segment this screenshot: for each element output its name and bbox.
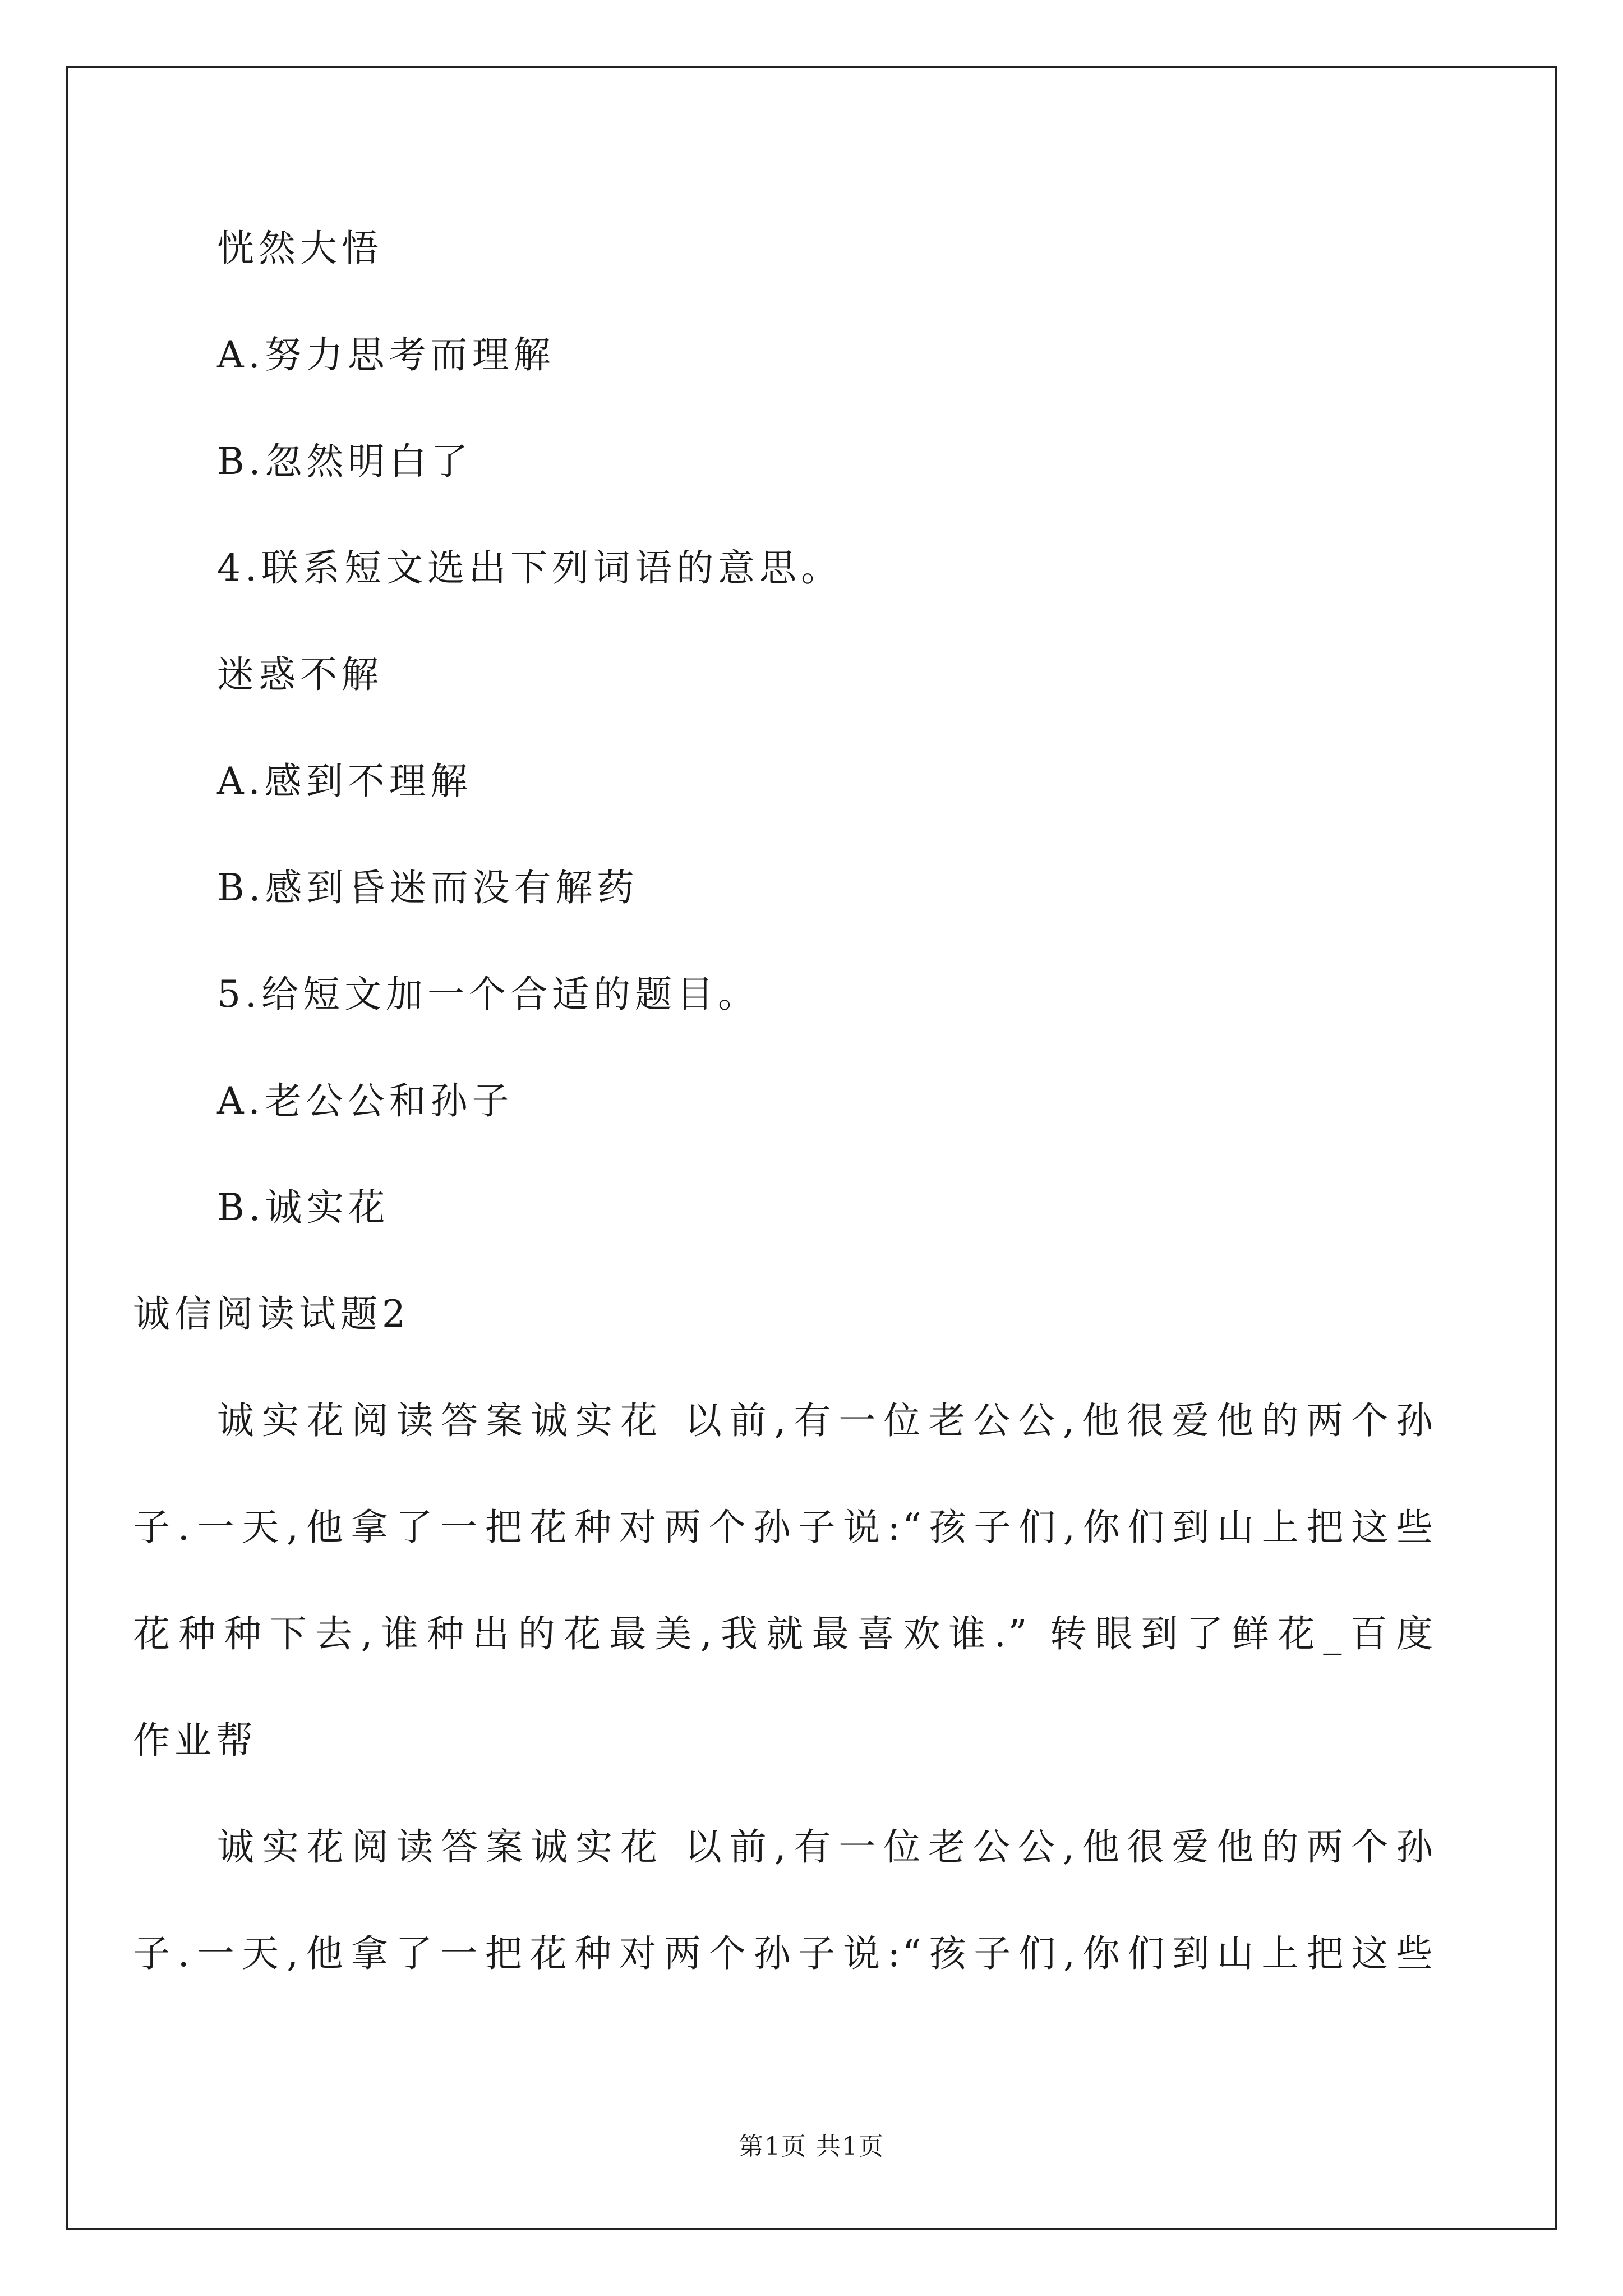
option-b: B.感到昏迷而没有解药 xyxy=(217,866,639,909)
vocab-word-mihuo: 迷惑不解 xyxy=(217,653,383,696)
paragraph-line: 诚实花阅读答案诚实花 以前,有一位老公公,他很爱他的两个孙 xyxy=(217,1399,1435,1442)
paragraph-line: 诚实花阅读答案诚实花 以前,有一位老公公,他很爱他的两个孙 xyxy=(217,1825,1435,1869)
option-b: B.忽然明白了 xyxy=(217,440,473,483)
option-b: B.诚实花 xyxy=(217,1186,390,1229)
question-4: 4.联系短文选出下列词语的意思。 xyxy=(217,546,842,590)
question-5: 5.给短文加一个合适的题目。 xyxy=(217,973,759,1016)
option-a: A.努力思考而理解 xyxy=(217,333,555,376)
option-a: A.感到不理解 xyxy=(217,760,472,803)
section-heading: 诚信阅读试题2 xyxy=(133,1292,410,1336)
option-a: A.老公公和孙子 xyxy=(217,1079,514,1122)
paragraph-line: 子.一天,他拿了一把花种对两个孙子说:“孩子们,你们到山上把这些 xyxy=(133,1932,1435,1975)
vocab-word-huangran: 恍然大悟 xyxy=(217,227,383,270)
page-number: 第1页 共1页 xyxy=(739,2132,884,2161)
paragraph-line: 作业帮 xyxy=(133,1719,257,1762)
page-border xyxy=(66,66,1557,2230)
paragraph-line: 花种种下去,谁种出的花最美,我就最喜欢谁.” 转眼到了鲜花_百度 xyxy=(133,1612,1435,1655)
paragraph-line: 子.一天,他拿了一把花种对两个孙子说:“孩子们,你们到山上把这些 xyxy=(133,1506,1435,1549)
